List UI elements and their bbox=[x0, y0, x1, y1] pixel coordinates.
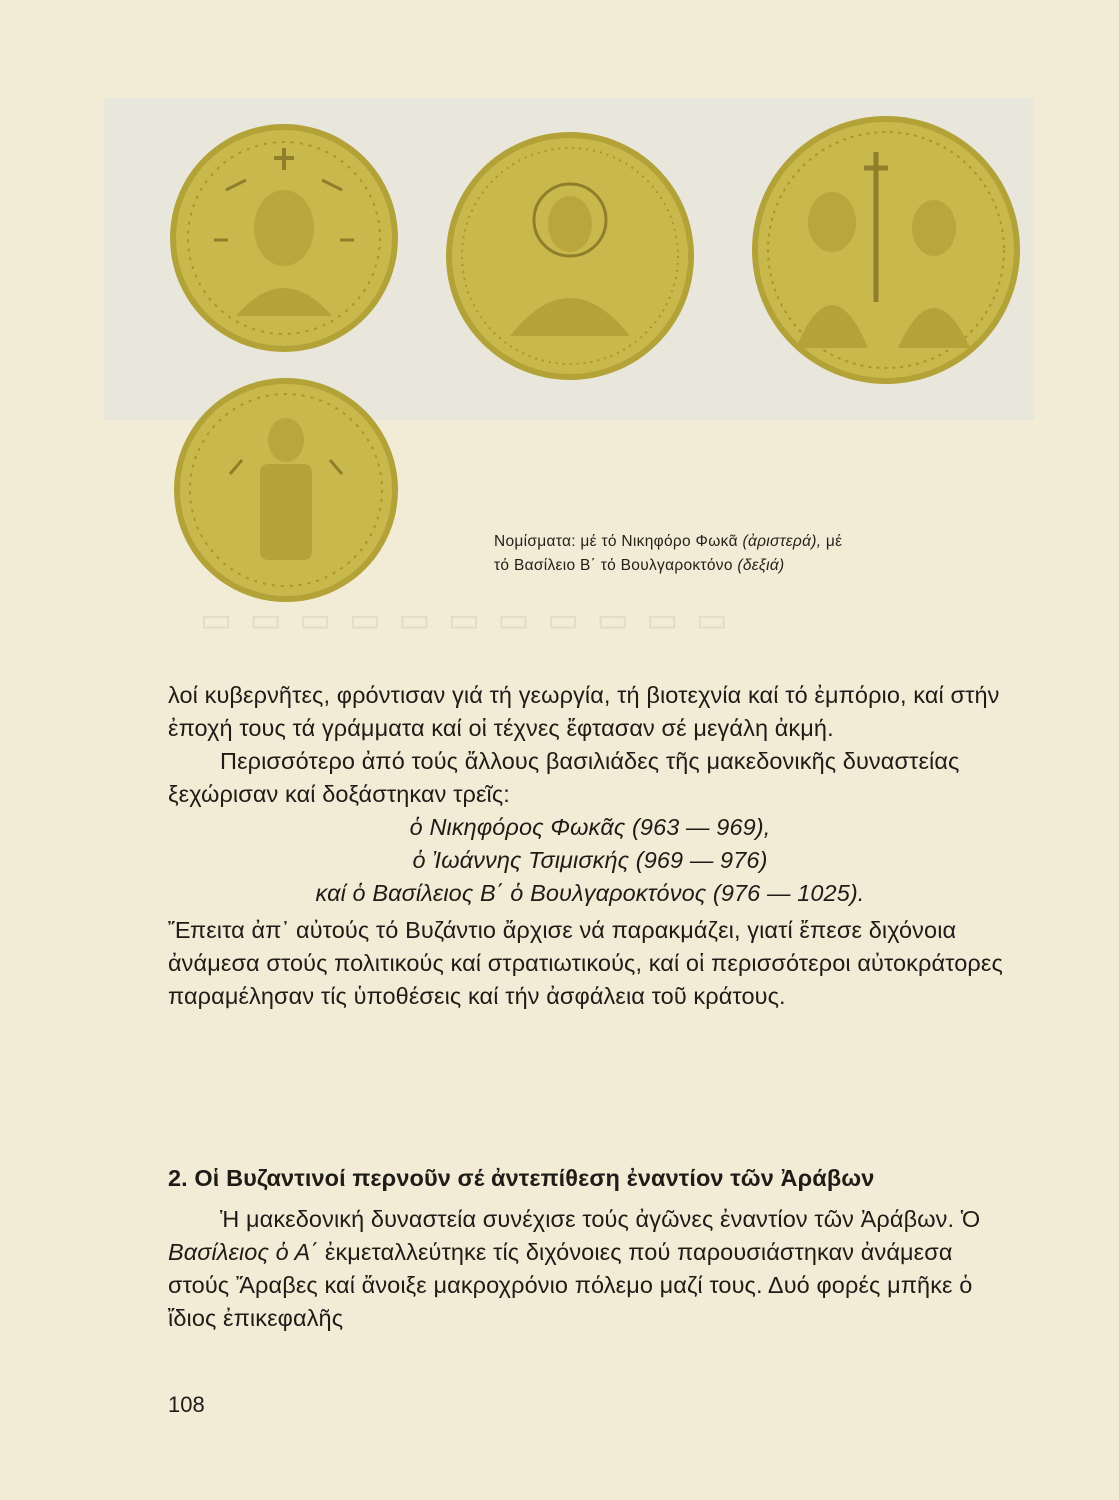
emperor-nikephoros: ὁ Νικηφόρος Φωκᾶς (963 — 969), bbox=[409, 814, 771, 840]
main-text-block bbox=[168, 679, 1012, 1013]
coin-christ-image bbox=[442, 128, 698, 384]
paragraph-intro: λοί κυβερνῆτες, φρόντισαν γιά τή γεωργία, τή βιοτεχνία καί τό ἐμπόριο, καί στήν ἐποχή τους τά γράμματα καί οἱ τέχνες ἔφτασαν σέ μεγάλη ἀκμή. bbox=[168, 682, 1000, 741]
coin-basil-ii-image bbox=[748, 112, 1024, 388]
coin-nikephoros-1-image bbox=[166, 120, 402, 356]
coin-nikephoros-2-image bbox=[170, 374, 402, 606]
caption-line-2: τό Βασίλειο Β΄ τό Βουλγαροκτόνο (δεξιά) bbox=[494, 557, 785, 574]
paragraph-decline: Ἔπειτα ἀπ᾿ αὐτούς τό Βυζάντιο ἄρχισε νά παρακμάζει, γιατί ἔπεσε διχόνοια ἀνάμεσα στούς πολιτικούς καί στρατιωτικούς, καί οἱ περισσότεροι αὐτοκράτορες παραμέλησαν τίς ὑποθέσεις καί τήν ἀσφάλεια τοῦ κράτους. bbox=[168, 917, 1003, 1009]
section-2 bbox=[168, 1162, 1012, 1335]
emperor-ioannis: ὁ Ἰωάννης Τσιμισκής (969 — 976) bbox=[412, 847, 768, 873]
coin-caption bbox=[494, 530, 1014, 578]
emperor-list bbox=[168, 811, 1012, 910]
paragraph-arabs: Ἡ μακεδονική δυναστεία συνέχισε τούς ἀγῶνες ἐναντίον τῶν Ἀράβων. Ὁ Βασίλειος ὁ Α΄ ἐκμεταλλεύτηκε τίς διχόνοιες πού παρουσιάστηκαν ἀνάμεσα στούς Ἄραβες καί ἄνοιξε μακροχρόνιο πόλεμο μαζί τους. Δυό φορές μπῆκε ὁ ἴδιος ἐπικεφαλῆς bbox=[168, 1206, 981, 1331]
caption-line-1: Νομίσματα: μέ τό Νικηφόρο Φωκᾶ (ἀριστερά), μέ bbox=[494, 533, 843, 550]
section-heading: 2. Οἱ Βυζαντινοί περνοῦν σέ ἀντεπίθεση ἐναντίον τῶν Ἀράβων bbox=[168, 1165, 875, 1191]
paragraph-dynasty: Περισσότερο ἀπό τούς ἄλλους βασιλιάδες τῆς μακεδονικῆς δυναστείας ξεχώρισαν καί δοξάστηκαν τρεῖς: bbox=[168, 748, 960, 807]
emperor-vasileios: καί ὁ Βασίλειος Β΄ ὁ Βουλγαροκτόνος (976 — 1025). bbox=[315, 880, 865, 906]
page-number: 108 bbox=[168, 1392, 205, 1417]
show-through-bleed: ▭ ▭ ▭ ▭ ▭ ▭ ▭ ▭ ▭ ▭ ▭ bbox=[200, 601, 732, 639]
